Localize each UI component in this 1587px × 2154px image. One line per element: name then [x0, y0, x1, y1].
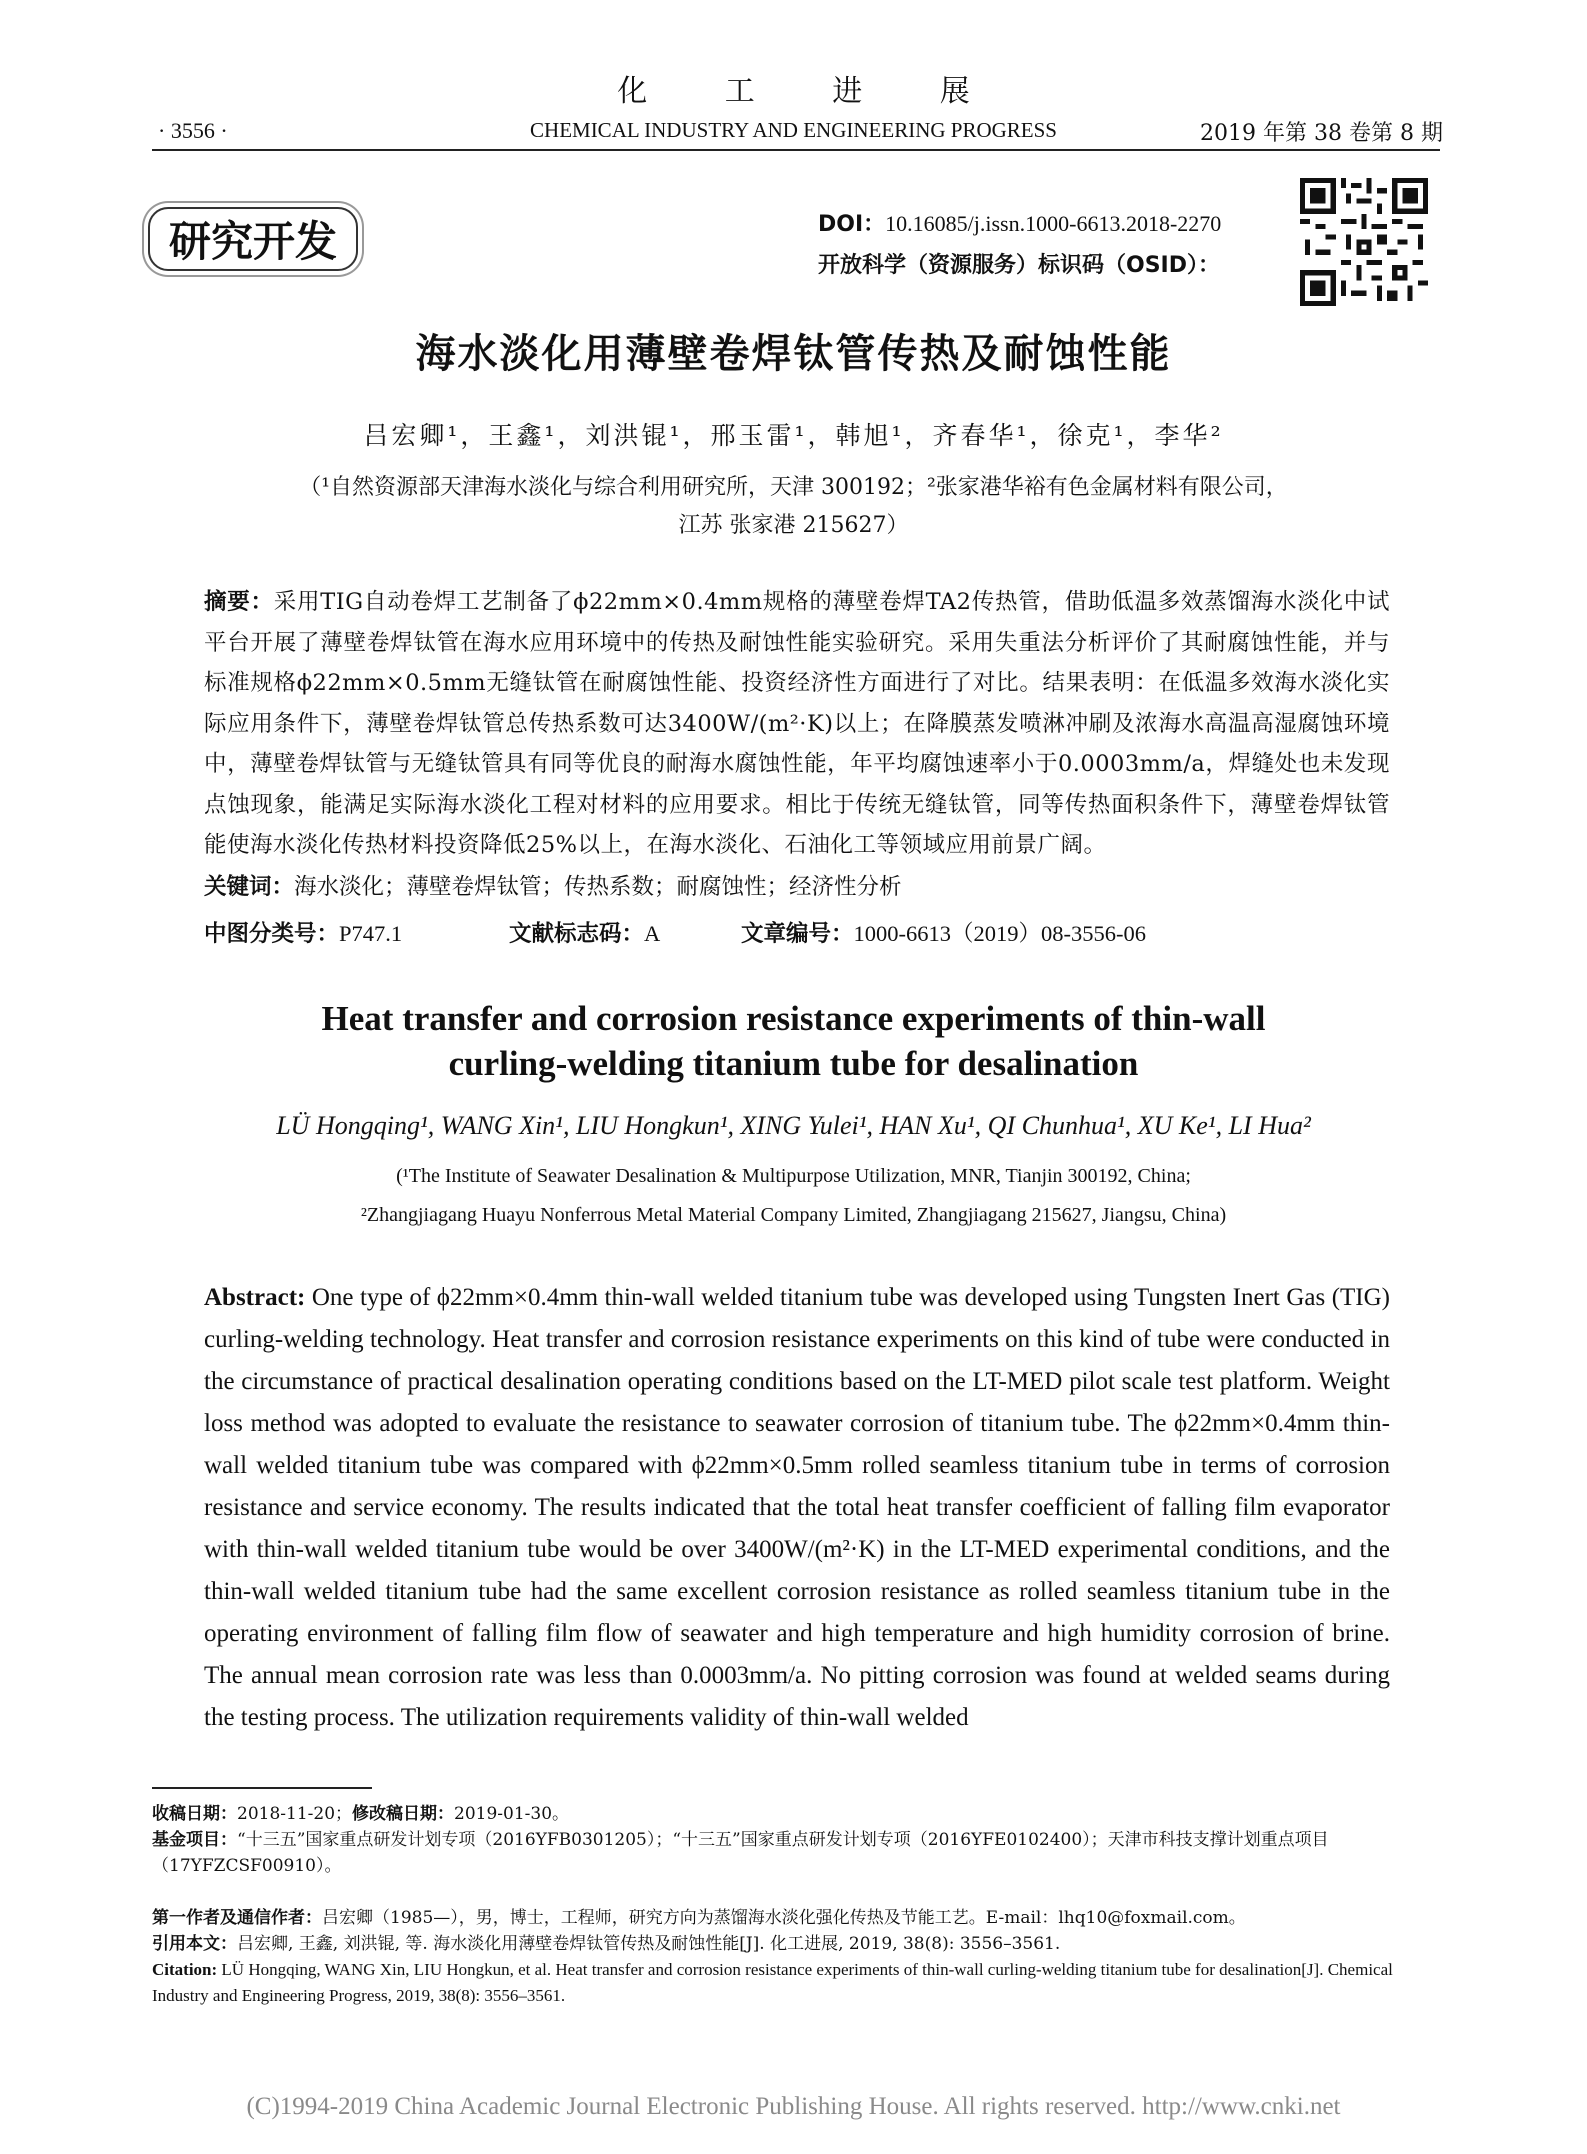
authors-cn: 吕宏卿¹，王鑫¹，刘洪锟¹，邢玉雷¹，韩旭¹，齐春华¹，徐克¹，李华² [363, 421, 1224, 450]
footnote-cite-cn: 引用本文：吕宏卿, 王鑫, 刘洪锟, 等. 海水淡化用薄壁卷焊钛管传热及耐蚀性能[J]. 化工进展, 2019, 38(8): 3556–3561. [152, 1934, 1061, 1954]
journal-title-cn: 化 工 进 展 [617, 74, 1004, 109]
affiliation-en-1: (¹The Institute of Seawater Desalination & Multipurpose Utilization, MNR, Tianjin 300192, China; [396, 1165, 1191, 1187]
affiliation-cn-2: 江苏 张家港 215627） [678, 513, 909, 538]
journal-title-en: CHEMICAL INDUSTRY AND ENGINEERING PROGRESS [530, 118, 1057, 142]
abstract-en [204, 1277, 1390, 1739]
title-en-line-2: curling-welding titanium tube for desalination [448, 1044, 1139, 1083]
doi-label: DOI： [818, 212, 886, 237]
clc-code: 中图分类号：P747.1 [204, 921, 403, 947]
article-number: 文章编号：1000-6613（2019）08-3556-06 [741, 921, 1146, 947]
abstract-cn-label: 摘要： [204, 589, 274, 615]
doi-line [818, 207, 1221, 238]
footnote-author: 第一作者及通信作者：吕宏卿（1985—），男，博士，工程师，研究方向为蒸馏海水淡化强化传热及节能工艺。E-mail：lhq10@foxmail.com。 [152, 1908, 1246, 1928]
abstract-cn-text: 采用TIG自动卷焊工艺制备了ϕ22mm×0.4mm规格的薄壁卷焊TA2传热管，借助低温多效蒸馏海水淡化中试平台开展了薄壁卷焊钛管在海水应用环境中的传热及耐蚀性能实验研究。采用失重法分析评价了其耐腐蚀性能，并与标准规格ϕ22mm×0.5mm无缝钛管在耐腐蚀性能、投资经济性方面进行了对比。结果表明：在低温多效海水淡化实际应用条件下，薄壁卷焊钛管总传热系数可达3400W/(m²·K)以上；在降膜蒸发喷淋冲刷及浓海水高温高湿腐蚀环境中，薄壁卷焊钛管与无缝钛管具有同等优良的耐海水腐蚀性能，年平均腐蚀速率小于0.0003mm/a，焊缝处也未发现点蚀现象，能满足实际海水淡化工程对材料的应用要求。相比于传统无缝钛管，同等传热面积条件下，薄壁卷焊钛管能使海水淡化传热材料投资降低25%以上，在海水淡化、石油化工等领域应用前景广阔。 [204, 589, 1390, 858]
copyright-watermark: (C)1994-2019 China Academic Journal Electronic Publishing House. All rights reserved. http://www.cnki.net [246, 2093, 1341, 2120]
page-number: · 3556 · [158, 118, 228, 143]
document-code: 文献标志码：A [509, 921, 661, 947]
footnote-fund: 基金项目：“十三五”国家重点研发计划专项（2016YFB0301205）；“十三五”国家重点研发计划专项（2016YFE0102400）；天津市科技支撑计划重点项目（17YFZCSF00910）。 [152, 1830, 1329, 1876]
abstract-cn [204, 582, 1390, 866]
osid-label: 开放科学（资源服务）标识码（OSID）： [818, 253, 1220, 278]
footnote-cite-en: Citation: LÜ Hongqing, WANG Xin, LIU Hongkun, et al. Heat transfer and corrosion resistance experiments of thin-wall curling-welding titanium tube for desalination[J]. Chemical Industry and Engineering Progress, 2019, 38(8): 3556–3561. [152, 1960, 1393, 2005]
footnote-rule [152, 1787, 372, 1789]
title-en [0, 996, 1587, 1086]
title-en-line-1: Heat transfer and corrosion resistance experiments of thin-wall [321, 999, 1266, 1038]
doi-value[interactable]: 10.16085/j.issn.1000-6613.2018-2270 [885, 211, 1222, 236]
issue-info: 2019 年第 38 卷第 8 期 [1200, 121, 1443, 146]
column-tag: 研究开发 [148, 207, 358, 271]
footnote-dates: 收稿日期：2018-11-20；修改稿日期：2019-01-30。 [152, 1804, 570, 1824]
header-rule [152, 149, 1440, 151]
title-cn: 海水淡化用薄壁卷焊钛管传热及耐蚀性能 [415, 331, 1172, 377]
affiliation-cn-1: （¹自然资源部天津海水淡化与综合利用研究所，天津 300192；²张家港华裕有色金属材料有限公司， [299, 475, 1288, 500]
affiliation-en-2: ²Zhangjiagang Huayu Nonferrous Metal Material Company Limited, Zhangjiagang 215627, Jiangsu, China) [360, 1204, 1227, 1226]
keywords-cn-text: 海水淡化；薄壁卷焊钛管；传热系数；耐腐蚀性；经济性分析 [294, 874, 902, 900]
abstract-en-label: Abstract: [204, 1284, 306, 1311]
qr-code-icon[interactable] [1300, 178, 1428, 306]
keywords-cn [204, 869, 902, 901]
authors-en: LÜ Hongqing¹, WANG Xin¹, LIU Hongkun¹, XING Yulei¹, HAN Xu¹, QI Chunhua¹, XU Ke¹, LI Hua² [276, 1111, 1311, 1140]
keywords-cn-label: 关键词： [204, 874, 295, 900]
abstract-en-text: One type of ϕ22mm×0.4mm thin-wall welded titanium tube was developed using Tungsten Inert Gas (TIG) curling-welding technology. Heat transfer and corrosion resistance experiments on this kind of tube were conducted in the circumstance of practical desalination operating conditions based on the LT-MED pilot scale test platform. Weight loss method was adopted to evaluate the resistance to seawater corrosion of titanium tube. The ϕ22mm×0.4mm thin-wall welded titanium tube was compared with ϕ22mm×0.5mm rolled seamless titanium tube in terms of corrosion resistance and service economy. The results indicated that the total heat transfer coefficient of falling film evaporator with thin-wall welded titanium tube would be over 3400W/(m²·K) in the LT-MED experimental conditions, and the thin-wall welded titanium tube had the same excellent corrosion resistance as rolled seamless titanium tube in the operating environment of falling film flow of seawater and high temperature and high humidity corrosion of brine. The annual mean corrosion rate was less than 0.0003mm/a. No pitting corrosion was found at welded seams during the testing process. The utilization requirements validity of thin-wall welded [204, 1284, 1391, 1731]
